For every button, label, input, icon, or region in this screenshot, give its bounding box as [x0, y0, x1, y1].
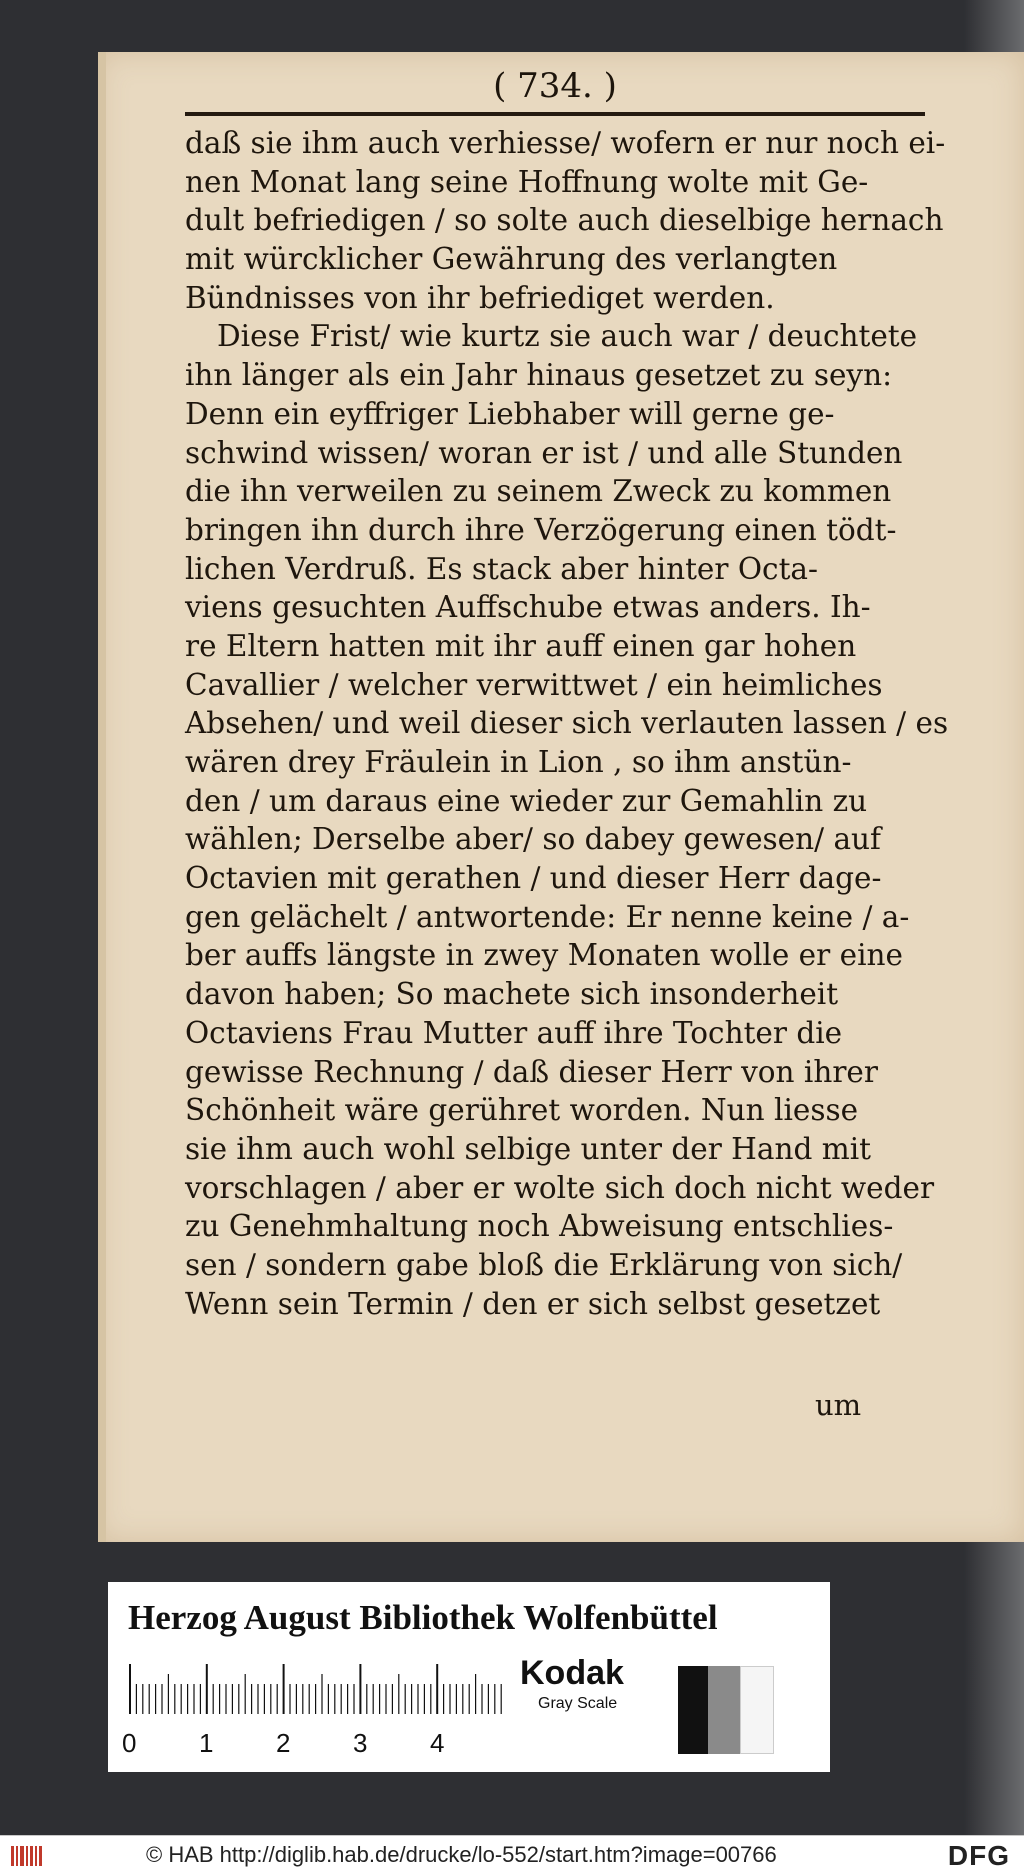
page-text — [185, 124, 949, 1323]
text-line: sie ihm auch wohl selbige unter der Hand mit — [185, 1131, 872, 1166]
page-edge — [98, 52, 106, 1542]
text-line: ber auffs längste in zwey Monaten wolle er eine — [185, 938, 903, 973]
text-line: daß sie ihm auch verhiesse/ wofern er nur noch ei- — [185, 126, 946, 160]
text-line: nen Monat lang seine Hoffnung wolte mit Ge- — [185, 164, 869, 199]
text-line: die ihn verweilen zu seinem Zweck zu kommen — [185, 474, 892, 509]
text-line: re Eltern hatten mit ihr auff einen gar hohen — [185, 628, 857, 663]
swatch-gray — [708, 1666, 740, 1754]
library-name: Herzog August Bibliothek Wolfenbüttel — [128, 1598, 718, 1637]
text-line: ihn länger als ein Jahr hinaus gesetzet zu seyn: — [185, 358, 893, 393]
text-line: schwind wissen/ woran er ist / und alle Stunden — [185, 435, 903, 470]
scale-ruler — [128, 1664, 508, 1724]
text-line: Denn ein eyffriger Liebhaber will gerne ge- — [185, 396, 835, 431]
text-line: Wenn sein Termin / den er sich selbst gesetzet — [185, 1286, 881, 1321]
text-line: Cavallier / welcher verwittwet / ein heimliches — [185, 667, 883, 702]
text-line: Bündnisses von ihr befriediget werden. — [185, 280, 775, 315]
ruler-number: 0 — [122, 1728, 137, 1758]
text-line: sen / sondern gabe bloß die Erklärung von sich/ — [185, 1247, 903, 1282]
text-line: den / um daraus eine wieder zur Gemahlin zu — [185, 783, 868, 818]
text-line: Octavien mit gerathen / und dieser Herr dage- — [185, 861, 882, 896]
text-line: davon haben; So machete sich insonderheit — [185, 977, 839, 1012]
catchword: um — [815, 1388, 862, 1422]
text-line: wären drey Fräulein in Lion , so ihm anstün- — [185, 745, 852, 779]
swatch-white — [740, 1666, 774, 1754]
header-rule — [185, 112, 925, 116]
text-line: lichen Verdruß. Es stack aber hinter Octa- — [185, 551, 818, 586]
text-line: viens gesuchten Auffschube etwas anders. Ih- — [185, 590, 871, 625]
ruler-number: 3 — [353, 1728, 368, 1758]
text-line: mit würcklicher Gewährung des verlangten — [185, 242, 838, 277]
kodak-logo: Kodak — [520, 1654, 624, 1692]
ruler-number: 1 — [199, 1728, 214, 1758]
text-line: Schönheit wäre gerühret worden. Nun liesse — [185, 1093, 859, 1128]
footer-bar — [0, 1835, 1024, 1875]
library-label-card — [108, 1582, 830, 1772]
text-line: Diese Frist/ wie kurtz sie auch war / deuchtete — [217, 319, 918, 354]
gray-scale-swatches — [678, 1666, 774, 1754]
text-line: Octaviens Frau Mutter auff ihre Tochter die — [185, 1015, 843, 1050]
ruler-number: 2 — [276, 1728, 291, 1758]
ruler-number: 4 — [430, 1728, 445, 1758]
footer-link[interactable]: © HAB http://diglib.hab.de/drucke/lo-552/start.htm?image=00766 — [146, 1842, 777, 1867]
text-line: vorschlagen / aber er wolte sich doch nicht weder — [185, 1170, 935, 1205]
text-line: Absehen/ und weil dieser sich verlauten lassen / es — [185, 706, 949, 741]
text-line: wählen; Derselbe aber/ so dabey gewesen/ auf — [185, 822, 881, 857]
text-line: gewisse Rechnung / daß dieser Herr von ihrer — [185, 1054, 878, 1089]
page-number: ( 734. ) — [493, 66, 617, 106]
text-line: dult befriedigen / so solte auch dieselbige hernach — [185, 203, 944, 238]
gray-scale-label: Gray Scale — [538, 1695, 618, 1712]
hab-barcode-icon — [10, 1844, 44, 1868]
text-line: gen gelächelt / antwortende: Er nenne keine / a- — [185, 899, 910, 934]
swatch-black — [678, 1666, 708, 1754]
dfg-logo: DFG — [947, 1840, 1010, 1871]
text-line: bringen ihn durch ihre Verzögerung einen tödt- — [185, 512, 897, 547]
text-line: zu Genehmhaltung noch Abweisung entschlies- — [185, 1209, 894, 1244]
